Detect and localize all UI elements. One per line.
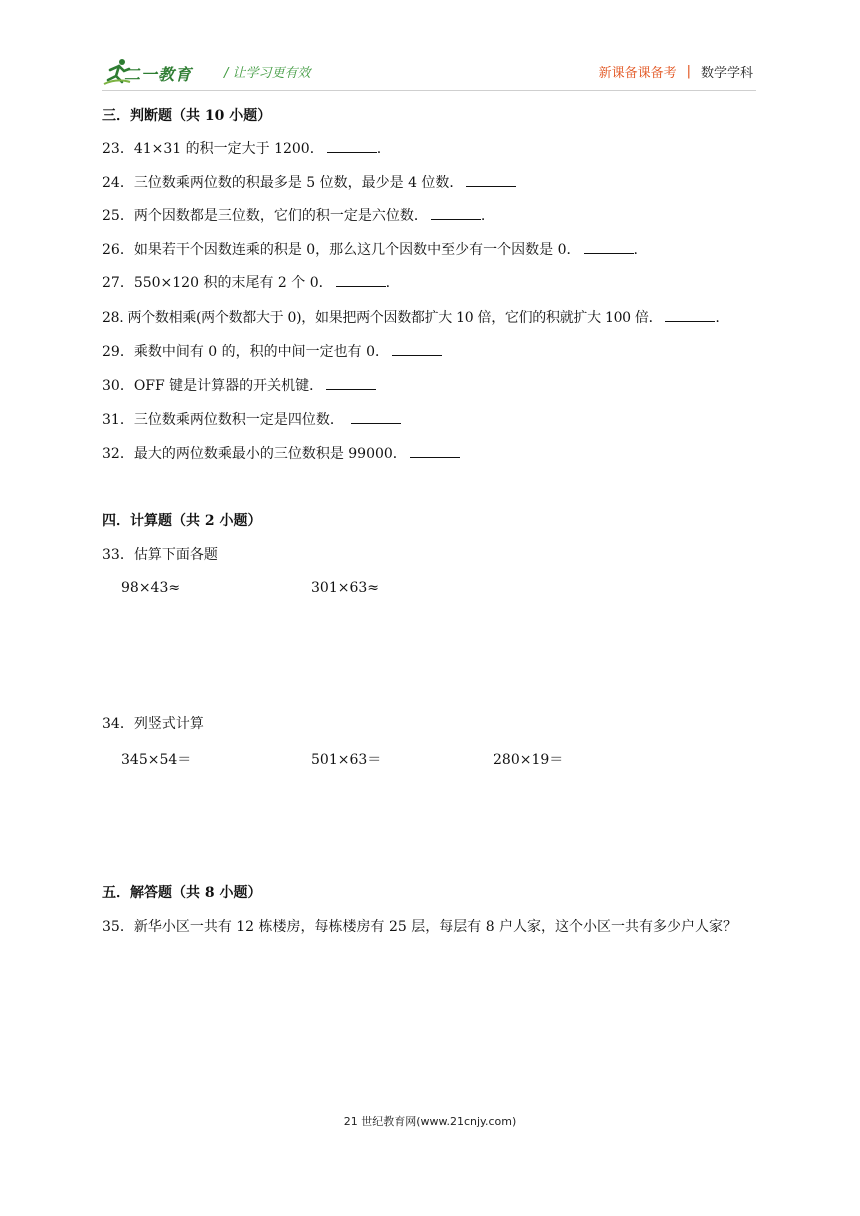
question-text: 29．乘数中间有 0 的，积的中间一定也有 0． [102,344,389,360]
question-27 [102,274,390,292]
answer-blank[interactable] [431,207,481,220]
question-text: 28. 两个数相乘(两个数都大于 0)，如果把两个因数都扩大 10 倍，它们的积就扩大 100 倍． [102,310,663,326]
question-tail: . [376,141,382,157]
slogan: / 让学习更有效 [224,66,311,81]
question-35: 35．新华小区一共有 12 栋楼房，每栋楼房有 25 层，每层有 8 户人家，这个小区一共有多少户人家？ [102,919,738,935]
question-tail: . [385,275,391,291]
question-29 [102,343,442,361]
header-subject: 数学学科 [700,66,753,81]
answer-blank[interactable] [584,241,634,254]
question-text: 24．三位数乘两位数的积最多是 5 位数，最少是 4 位数． [102,175,464,191]
question-tail: . [633,242,638,258]
header-right [599,62,753,81]
question-32 [102,445,460,463]
page-header [0,0,860,100]
header-separator: | [686,64,691,79]
question-tail: . [715,310,720,326]
question-text: 31．三位数乘两位数积一定是四位数． [102,412,349,428]
answer-blank[interactable] [327,140,377,153]
answer-blank[interactable] [466,174,516,187]
question-25 [102,207,485,225]
question-text: 27．550×120 积的末尾有 2 个 0． [102,275,333,291]
page-footer: 21 世纪教育网(www.21cnjy.com) [343,1115,517,1128]
answer-blank[interactable] [326,377,376,390]
answer-blank[interactable] [410,445,460,458]
question-33: 33．估算下面各题 [102,547,218,563]
section-title-judgement: 三．判断题（共 10 小题） [102,108,272,124]
header-tag-prep: 新课备课备考 [598,66,677,81]
question-23 [102,140,381,158]
section-title-calculation: 四．计算题（共 2 小题） [102,513,262,529]
vertical-calc-item: 345×54＝ [121,752,192,768]
estimate-item: 301×63≈ [311,580,379,596]
header-divider [102,90,756,91]
question-28 [102,309,720,327]
answer-blank[interactable] [351,411,401,424]
answer-blank[interactable] [392,343,442,356]
question-text: 26．如果若干个因数连乘的积是 0，那么这几个因数中至少有一个因数是 0． [102,242,581,258]
estimate-item: 98×43≈ [121,580,181,596]
question-text: 23．41×31 的积一定大于 1200． [102,141,324,157]
question-26 [102,241,638,259]
answer-blank[interactable] [665,309,715,322]
question-24 [102,174,516,192]
logo [102,56,212,90]
logo-text: 二一教育 [124,65,193,84]
vertical-calc-item: 280×19＝ [493,752,564,768]
question-text: 30．OFF 键是计算器的开关机键． [102,378,324,394]
question-34: 34．列竖式计算 [102,716,204,732]
question-31 [102,411,401,429]
section-title-answer: 五．解答题（共 8 小题） [102,885,262,901]
question-text: 25．两个因数都是三位数，它们的积一定是六位数． [102,208,428,224]
question-text: 32．最大的两位数乘最小的三位数积是 99000． [102,446,407,462]
answer-blank[interactable] [336,274,386,287]
vertical-calc-item: 501×63＝ [311,752,382,768]
question-30 [102,377,376,395]
question-tail: . [480,208,486,224]
